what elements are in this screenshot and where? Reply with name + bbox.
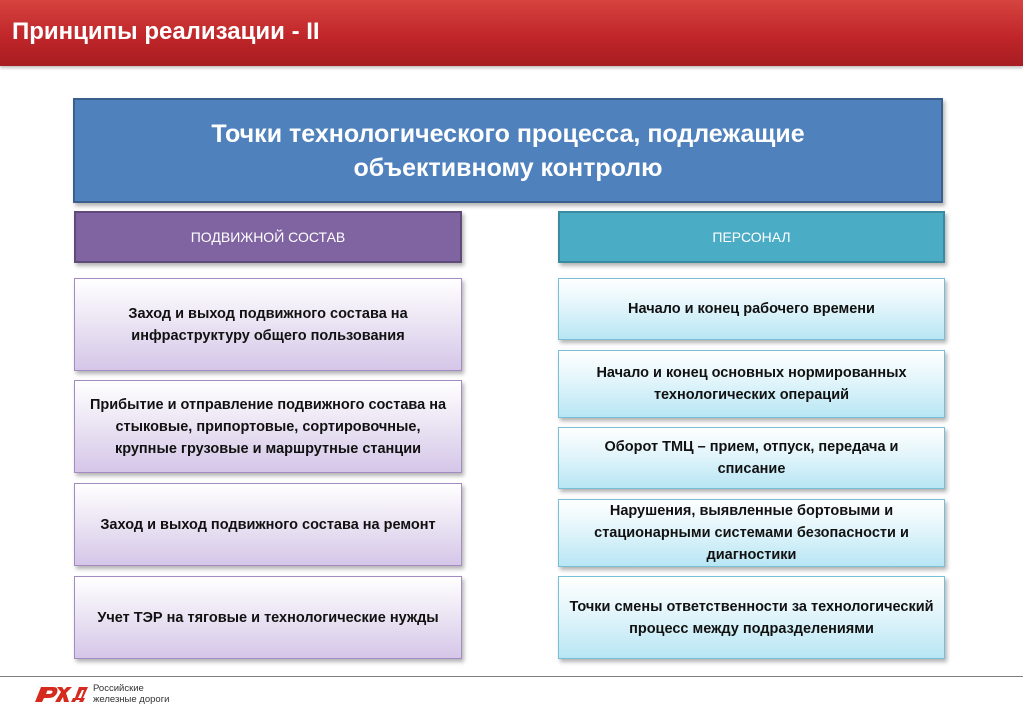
- rzd-logo-icon: [33, 684, 89, 704]
- logo-text: [93, 683, 169, 705]
- personnel-item: Начало и конец основных нормированных технологических операций: [558, 350, 945, 418]
- header-bar: [0, 0, 1023, 66]
- main-heading: Точки технологического процесса, подлежащие объективному контролю: [211, 119, 805, 182]
- footer-divider: [0, 676, 1023, 677]
- rolling-stock-item: Заход и выход подвижного состава на ремонт: [74, 483, 462, 566]
- logo-text-line1: Российские: [93, 683, 144, 694]
- personnel-item: Начало и конец рабочего времени: [558, 278, 945, 340]
- page-title: Принципы реализации - II: [12, 18, 320, 45]
- personnel-item: Нарушения, выявленные бортовыми и стационарными системами безопасности и диагностики: [558, 499, 945, 567]
- main-heading-box: [73, 98, 943, 203]
- category-rolling-stock: ПОДВИЖНОЙ СОСТАВ: [74, 211, 462, 263]
- rzd-logo: [33, 682, 193, 706]
- rolling-stock-item: Заход и выход подвижного состава на инфраструктуру общего пользования: [74, 278, 462, 371]
- rolling-stock-item: Учет ТЭР на тяговые и технологические нужды: [74, 576, 462, 659]
- category-personnel: ПЕРСОНАЛ: [558, 211, 945, 263]
- personnel-item: Точки смены ответственности за технологический процесс между подразделениями: [558, 576, 945, 659]
- logo-text-line2: железные дороги: [93, 694, 170, 705]
- personnel-item: Оборот ТМЦ – прием, отпуск, передача и списание: [558, 427, 945, 489]
- rolling-stock-item: Прибытие и отправление подвижного состава на стыковые, припортовые, сортировочные, крупные грузовые и маршрутные станции: [74, 380, 462, 473]
